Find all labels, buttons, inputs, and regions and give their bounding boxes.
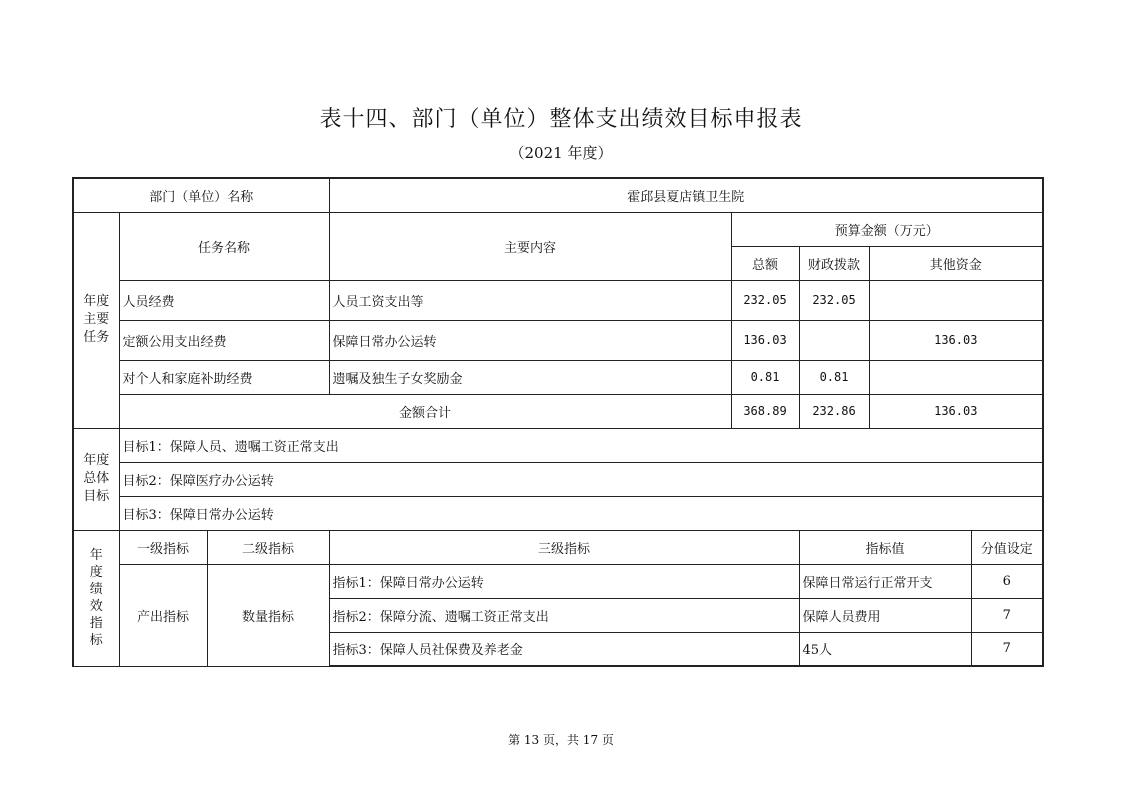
indicator-header-row [73,530,1043,564]
sum-row [73,394,1043,428]
task-other [869,280,1043,320]
level2-header: 二级指标 [207,530,329,564]
task-fiscal: 232.05 [799,280,869,320]
table-row [73,564,1043,598]
task-name-header: 任务名称 [119,212,329,280]
budget-header: 预算金额（万元） [731,212,1043,246]
task-total: 0.81 [731,360,799,394]
level1-header: 一级指标 [119,530,207,564]
indicator-score: 6 [971,564,1043,598]
task-content: 人员工资支出等 [329,280,731,320]
sum-label: 金额合计 [119,394,731,428]
page-subtitle: （2021 年度） [509,144,613,162]
sum-other: 136.03 [869,394,1043,428]
budget-fiscal-header: 财政拨款 [799,246,869,280]
table-row [73,320,1043,360]
table-row [73,280,1043,320]
goals-section-label: 年度 总体 目标 [73,428,119,530]
page-footer: 第 13 页，共 17 页 [508,733,614,747]
indicator-value: 45人 [799,632,971,666]
task-content-header: 主要内容 [329,212,731,280]
task-content: 保障日常办公运转 [329,320,731,360]
task-name: 定额公用支出经费 [119,320,329,360]
indicator-score: 7 [971,632,1043,666]
goal-row [73,496,1043,530]
tasks-section-label: 年度 主要 任务 [73,212,119,428]
level3-header: 三级指标 [329,530,799,564]
goal-item: 目标1：保障人员、遗嘱工资正常支出 [119,428,1043,462]
task-fiscal [799,320,869,360]
value-header: 指标值 [799,530,971,564]
sum-fiscal: 232.86 [799,394,869,428]
task-total: 232.05 [731,280,799,320]
indicator-name: 指标3：保障人员社保费及养老金 [329,632,799,666]
task-header-row-1 [73,212,1043,246]
dept-row [73,178,1043,212]
dept-value: 霍邱县夏店镇卫生院 [329,178,1043,212]
budget-other-header: 其他资金 [869,246,1043,280]
level1-value: 产出指标 [119,564,207,666]
goal-row [73,462,1043,496]
indicator-name: 指标2：保障分流、遗嘱工资正常支出 [329,598,799,632]
indicator-name: 指标1：保障日常办公运转 [329,564,799,598]
performance-table [72,177,1044,667]
indicator-value: 保障日常运行正常开支 [799,564,971,598]
task-name: 人员经费 [119,280,329,320]
sum-total: 368.89 [731,394,799,428]
score-header: 分值设定 [971,530,1043,564]
goal-item: 目标2：保障医疗办公运转 [119,462,1043,496]
dept-label: 部门（单位）名称 [73,178,329,212]
page-title: 表十四、部门（单位）整体支出绩效目标申报表 [319,107,803,132]
task-other: 136.03 [869,320,1043,360]
task-name: 对个人和家庭补助经费 [119,360,329,394]
budget-total-header: 总额 [731,246,799,280]
indicators-section-label: 年 度 绩 效 指 标 [73,530,119,666]
task-total: 136.03 [731,320,799,360]
table-row [73,360,1043,394]
indicator-score: 7 [971,598,1043,632]
goal-item: 目标3：保障日常办公运转 [119,496,1043,530]
task-other [869,360,1043,394]
level2-value: 数量指标 [207,564,329,666]
task-content: 遗嘱及独生子女奖励金 [329,360,731,394]
indicator-value: 保障人员费用 [799,598,971,632]
goal-row [73,428,1043,462]
task-fiscal: 0.81 [799,360,869,394]
